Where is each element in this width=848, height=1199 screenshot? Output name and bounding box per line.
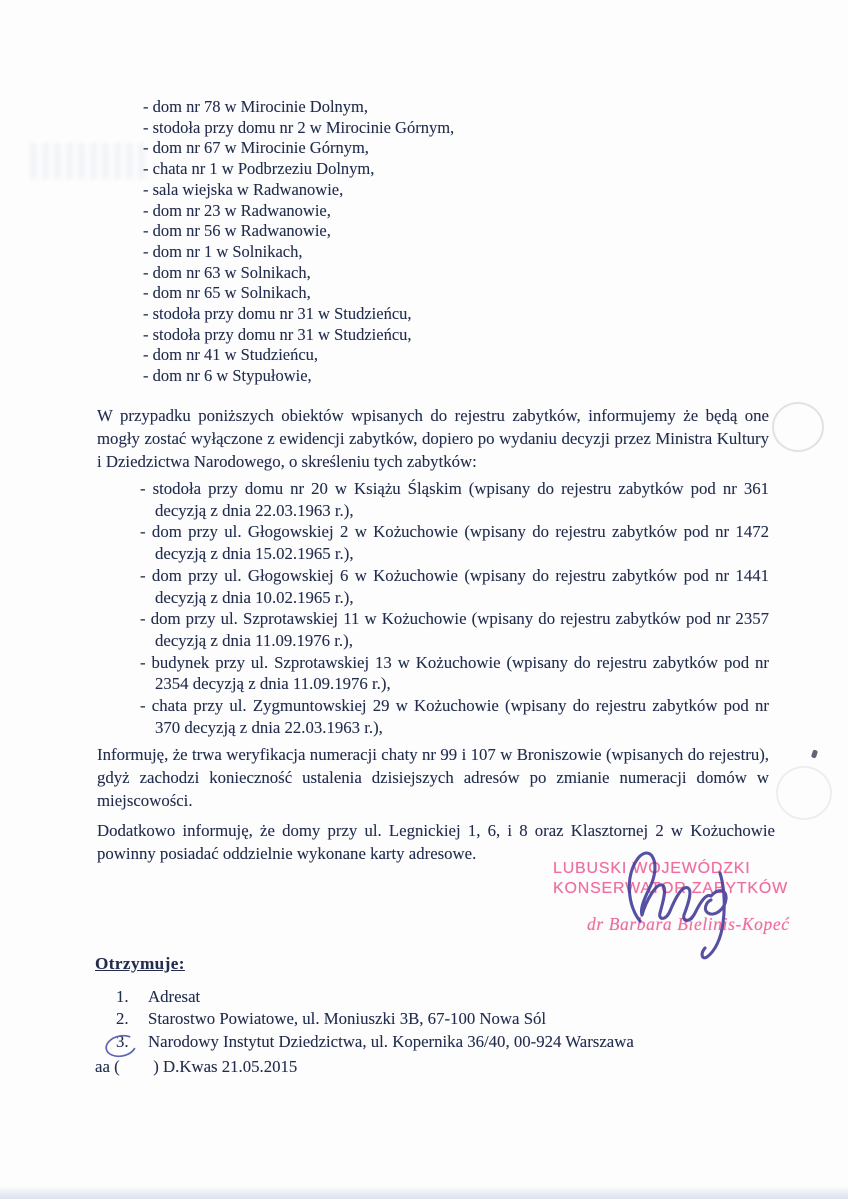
list-item: - chata nr 1 w Podbrzeziu Dolnym, — [143, 159, 375, 179]
excluded-objects-list — [143, 97, 454, 387]
paragraph-additional-info: Dodatkowo informuję, że domy przy ul. Legnickiej 1, 6, i 8 oraz Klasztornej 2 w Kożuchowie powinny posiadać oddzielnie wykonane karty adresowe. — [97, 820, 775, 863]
ink-speck-artifact — [811, 749, 818, 758]
item-number: 2. — [116, 1009, 129, 1029]
list-item: - budynek przy ul. Szprotawskiej 13 w Kożuchowie (wpisany do rejestru zabytków pod nr 2354 decyzją z dnia 11.09.1976 r.), — [140, 652, 769, 694]
stamp-line: KONSERWATOR ZABYTKÓW — [553, 880, 788, 897]
paragraph-numbering-verification: Informuję, że trwa weryfikacja numeracji chaty nr 99 i 107 w Broniszowie (wpisanych do rejestru), gdyż zachodzi konieczność ustalenia dzisiejszych adresów po zmianie numeracji domów w miejscowości. — [97, 744, 769, 810]
list-item: - chata przy ul. Zygmuntowskiej 29 w Kożuchowie (wpisany do rejestru zabytków pod nr 370 decyzją z dnia 22.03.1963 r.), — [140, 696, 769, 737]
item-text: Starostwo Powiatowe, ul. Moniuszki 3B, 67-100 Nowa Sól — [148, 1009, 547, 1029]
item-text: Adresat — [148, 987, 201, 1006]
list-item: - dom nr 65 w Solnikach, — [143, 283, 311, 303]
list-item — [116, 1031, 634, 1053]
archival-note: aa ( ) D.Kwas 21.05.2015 — [95, 1057, 298, 1076]
list-item: - dom nr 41 w Studzieńcu, — [143, 345, 319, 365]
list-item — [116, 1008, 634, 1030]
distribution-list — [116, 986, 634, 1053]
list-item: - stodoła przy domu nr 20 w Książu Śląskim (wpisany do rejestru zabytków pod nr 361 decyzją z dnia 22.03.1963 r.), — [140, 479, 769, 520]
list-item — [116, 986, 634, 1008]
list-item: - dom przy ul. Głogowskiej 6 w Kożuchowie (wpisany do rejestru zabytków pod nr 1441 decyzją z dnia 10.02.1965 r.), — [140, 565, 769, 607]
list-item: - stodoła przy domu nr 31 w Studzieńcu, — [143, 304, 412, 324]
item-number: 1. — [116, 987, 129, 1006]
list-item: - dom przy ul. Głogowskiej 2 w Kożuchowie (wpisany do rejestru zabytków pod nr 1472 decyzją z dnia 15.02.1965 r.), — [140, 522, 769, 564]
paragraph-registry-intro: W przypadku poniższych obiektów wpisanych do rejestru zabytków, informujemy że będą one mogły zostać wyłączone z ewidencji zabytków, dopiero po wydaniu decyzji przez Ministra Kultury i Dziedzictwa Narodowego, o skreśleniu tych zabytków: — [97, 405, 769, 471]
item-text: Narodowy Instytut Dziedzictwa, ul. Kopernika 36/40, 00-924 Warszawa — [148, 1031, 634, 1051]
list-item: - dom nr 6 w Stypułowie, — [143, 366, 312, 386]
distribution-heading: Otrzymuje: — [95, 954, 185, 973]
list-item: - sala wiejska w Radwanowie, — [143, 179, 344, 199]
list-item: - dom nr 63 w Solnikach, — [143, 262, 311, 282]
scan-edge-shadow — [0, 1186, 848, 1199]
signer-name: dr Barbara Bielinis-Kopeć — [587, 914, 790, 934]
list-item: - dom nr 1 w Solnikach, — [143, 241, 303, 261]
office-stamp — [553, 859, 848, 934]
item-number: 3. — [116, 1031, 129, 1051]
list-item: - dom nr 78 w Mirocinie Dolnym, — [143, 97, 369, 116]
hole-punch-mark — [776, 766, 832, 820]
stamp-line: LUBUSKI WOJEWÓDZKI — [553, 860, 751, 877]
list-item: - dom nr 67 w Mirocinie Górnym, — [143, 138, 369, 158]
list-item: - stodoła przy domu nr 2 w Mirocinie Górnym, — [143, 117, 455, 137]
list-item: - dom nr 56 w Radwanowie, — [143, 221, 331, 241]
ink-bleed-through-artifact — [30, 143, 145, 179]
list-item: - dom nr 23 w Radwanowie, — [143, 200, 331, 220]
hole-punch-mark — [772, 402, 824, 452]
registered-objects-list — [140, 478, 769, 738]
list-item: - dom przy ul. Szprotawskiej 11 w Kożuchowie (wpisany do rejestru zabytków pod nr 2357 decyzją z dnia 11.09.1976 r.), — [140, 609, 769, 650]
list-item: - stodoła przy domu nr 31 w Studzieńcu, — [143, 324, 412, 344]
